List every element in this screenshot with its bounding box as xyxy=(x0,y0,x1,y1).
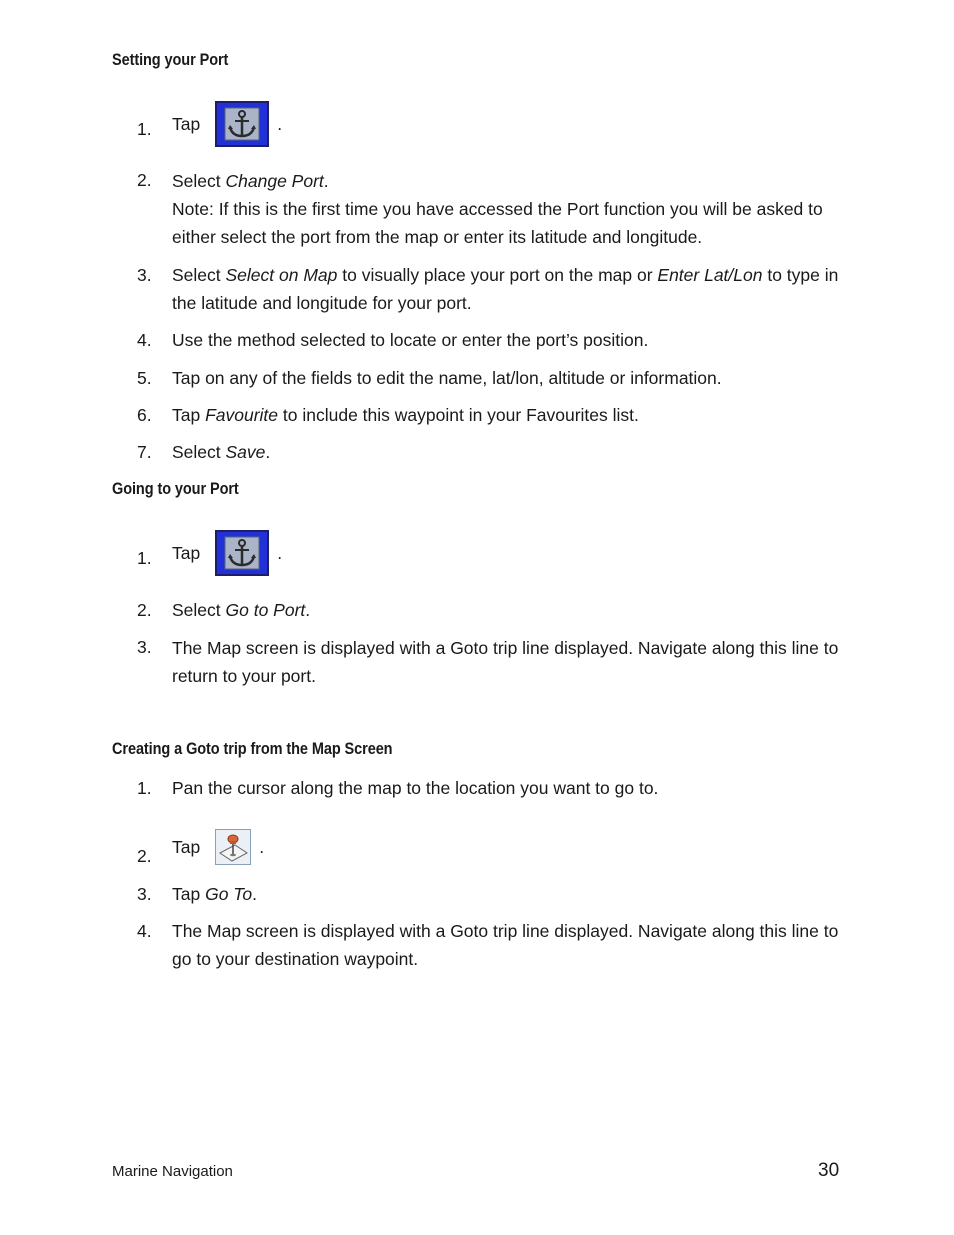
step-text: The Map screen is displayed with a Goto trip line displayed. Navigate along this line to go to your destination waypoint. xyxy=(172,921,839,969)
step-text: Tap on any of the fields to edit the name, lat/lon, altitude or information. xyxy=(172,368,722,388)
step-number: 7. xyxy=(137,442,152,462)
step-tap-port-icon xyxy=(172,101,282,147)
step-text: Tap xyxy=(172,542,201,563)
step-text: Pan the cursor along the map to the location you want to go to. xyxy=(172,778,659,798)
step-text: . xyxy=(277,113,283,134)
step-number: 1. xyxy=(137,548,152,568)
step-number: 2. xyxy=(137,846,152,866)
step-number: 4. xyxy=(137,921,152,941)
step-number: 2. xyxy=(137,600,152,620)
step-number: 3. xyxy=(137,265,152,285)
step-text: Tap xyxy=(172,836,201,857)
step-tap-port-icon xyxy=(172,530,282,576)
step-number: 5. xyxy=(137,368,152,388)
step-text: Tap xyxy=(172,113,201,134)
step-text: Select Change Port. Note: If this is the first time you have accessed the Port function you will be asked to either select the port from the map or enter its latitude and longitude. xyxy=(172,171,823,247)
step-text: Tap Go To. xyxy=(172,884,257,904)
step-text: The Map screen is displayed with a Goto trip line displayed. Navigate along this line to return to your port. xyxy=(172,638,839,686)
step-number: 3. xyxy=(137,884,152,904)
step-text: . xyxy=(277,542,283,563)
step-text: . xyxy=(259,836,265,857)
step-text: Select Save. xyxy=(172,442,271,462)
anchor-icon[interactable] xyxy=(215,530,269,576)
step-text: Tap Favourite to include this waypoint in your Favourites list. xyxy=(172,405,639,425)
step-number: 1. xyxy=(137,119,152,139)
page-number: 30 xyxy=(818,1160,840,1181)
footer-title: Marine Navigation xyxy=(112,1163,233,1180)
section-heading-going-to-port: Going to your Port xyxy=(112,480,239,498)
anchor-icon[interactable] xyxy=(215,101,269,147)
section-heading-setting-port: Setting your Port xyxy=(112,51,229,69)
section-heading-goto-trip: Creating a Goto trip from the Map Screen xyxy=(112,740,393,758)
step-text: Select Go to Port. xyxy=(172,600,311,620)
step-number: 6. xyxy=(137,405,152,425)
step-number: 1. xyxy=(137,778,152,798)
step-tap-waypoint-icon xyxy=(172,829,264,865)
step-text: Select Select on Map to visually place your port on the map or Enter Lat/Lon to type in the latitude and longitude for your port. xyxy=(172,265,839,313)
step-text: Use the method selected to locate or enter the port’s position. xyxy=(172,330,649,350)
step-number: 4. xyxy=(137,330,152,350)
map-pin-icon[interactable] xyxy=(215,829,251,865)
note-text: Note: If this is the first time you have accessed the Port function you will be asked to either select the port from the map or enter its latitude and longitude. xyxy=(172,199,823,247)
step-number: 2. xyxy=(137,170,152,190)
step-number: 3. xyxy=(137,637,152,657)
